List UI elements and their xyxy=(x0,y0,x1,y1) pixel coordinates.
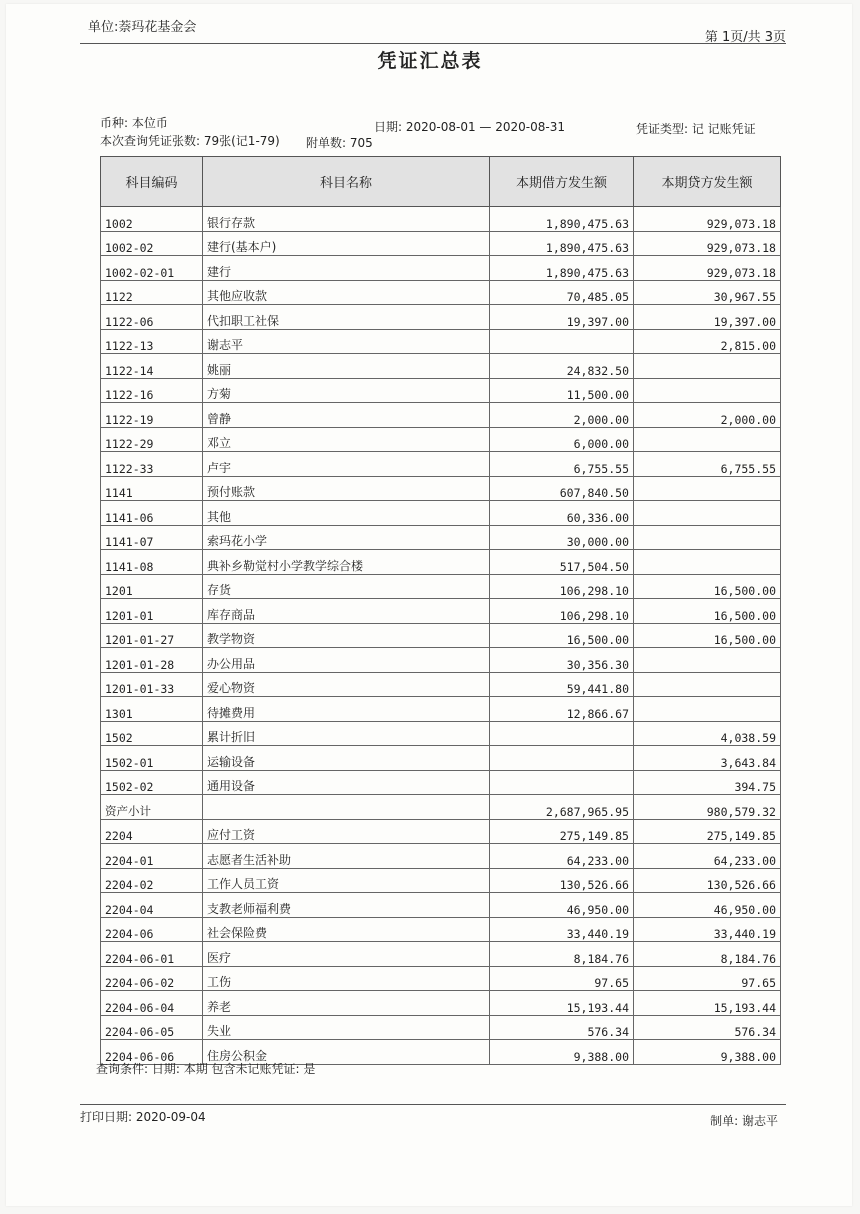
footer-divider xyxy=(80,1104,786,1105)
table-row xyxy=(101,525,781,550)
cell-code: 1141-08 xyxy=(101,550,203,575)
query-condition: 查询条件: 日期: 本期 包含未记账凭证: 是 xyxy=(96,1062,316,1076)
cell-name: 养老 xyxy=(203,991,490,1016)
cell-credit: 275,149.85 xyxy=(634,819,781,844)
cell-credit: 16,500.00 xyxy=(634,623,781,648)
cell-debit: 607,840.50 xyxy=(490,476,634,501)
cell-credit: 16,500.00 xyxy=(634,599,781,624)
cell-code: 1502 xyxy=(101,721,203,746)
cell-name: 通用设备 xyxy=(203,770,490,795)
cell-debit: 2,687,965.95 xyxy=(490,795,634,820)
cell-code: 2204-06-01 xyxy=(101,942,203,967)
cell-credit: 64,233.00 xyxy=(634,844,781,869)
cell-debit: 16,500.00 xyxy=(490,623,634,648)
cell-credit: 9,388.00 xyxy=(634,1040,781,1065)
cell-code: 2204 xyxy=(101,819,203,844)
cell-name: 代扣职工社保 xyxy=(203,305,490,330)
cell-debit: 60,336.00 xyxy=(490,501,634,526)
cell-code: 2204-02 xyxy=(101,868,203,893)
cell-code: 2204-01 xyxy=(101,844,203,869)
cell-name: 姚丽 xyxy=(203,354,490,379)
cell-code: 1201-01 xyxy=(101,599,203,624)
cell-credit xyxy=(634,525,781,550)
cell-name: 办公用品 xyxy=(203,648,490,673)
cell-name: 累计折旧 xyxy=(203,721,490,746)
cell-code: 1122-33 xyxy=(101,452,203,477)
cell-code: 1002-02 xyxy=(101,231,203,256)
cell-code: 1002-02-01 xyxy=(101,256,203,281)
voucher-type: 凭证类型: 记 记账凭证 xyxy=(636,122,756,136)
cell-debit xyxy=(490,329,634,354)
cell-name: 工伤 xyxy=(203,966,490,991)
cell-debit: 19,397.00 xyxy=(490,305,634,330)
cell-credit: 394.75 xyxy=(634,770,781,795)
unit-name: 单位:萘玛花基金会 xyxy=(88,20,197,35)
table-row xyxy=(101,256,781,281)
table-row xyxy=(101,966,781,991)
table-row xyxy=(101,844,781,869)
cell-debit: 275,149.85 xyxy=(490,819,634,844)
table-row xyxy=(101,942,781,967)
print-date: 打印日期: 2020-09-04 xyxy=(80,1110,206,1124)
cell-name: 方菊 xyxy=(203,378,490,403)
attachment-count: 附单数: 705 xyxy=(306,136,373,150)
cell-name: 爱心物资 xyxy=(203,672,490,697)
cell-name: 运输设备 xyxy=(203,746,490,771)
table-row xyxy=(101,599,781,624)
cell-debit: 46,950.00 xyxy=(490,893,634,918)
cell-credit: 46,950.00 xyxy=(634,893,781,918)
cell-code: 2204-06-04 xyxy=(101,991,203,1016)
table-row xyxy=(101,795,781,820)
table-row xyxy=(101,403,781,428)
cell-debit: 97.65 xyxy=(490,966,634,991)
cell-debit: 106,298.10 xyxy=(490,599,634,624)
column-header-debit: 本期借方发生额 xyxy=(490,157,634,207)
cell-code: 1301 xyxy=(101,697,203,722)
table-row xyxy=(101,893,781,918)
cell-code: 1141-07 xyxy=(101,525,203,550)
cell-credit: 929,073.18 xyxy=(634,207,781,232)
header-divider xyxy=(80,43,786,44)
cell-credit: 576.34 xyxy=(634,1015,781,1040)
cell-credit: 15,193.44 xyxy=(634,991,781,1016)
cell-name: 建行(基本户) xyxy=(203,231,490,256)
cell-credit xyxy=(634,427,781,452)
cell-code: 2204-06-06 xyxy=(101,1040,203,1065)
cell-code: 1201-01-28 xyxy=(101,648,203,673)
table-row xyxy=(101,819,781,844)
cell-name: 工作人员工资 xyxy=(203,868,490,893)
table-header-row xyxy=(101,157,781,207)
cell-credit xyxy=(634,550,781,575)
cell-name: 住房公积金 xyxy=(203,1040,490,1065)
cell-code: 1122 xyxy=(101,280,203,305)
column-header-code: 科目编码 xyxy=(101,157,203,207)
cell-debit: 1,890,475.63 xyxy=(490,256,634,281)
cell-name xyxy=(203,795,490,820)
cell-debit: 6,755.55 xyxy=(490,452,634,477)
table-row xyxy=(101,770,781,795)
cell-credit xyxy=(634,501,781,526)
cell-credit: 2,000.00 xyxy=(634,403,781,428)
cell-code: 资产小计 xyxy=(101,795,203,820)
cell-name: 医疗 xyxy=(203,942,490,967)
table-row xyxy=(101,697,781,722)
cell-code: 2204-04 xyxy=(101,893,203,918)
cell-name: 谢志平 xyxy=(203,329,490,354)
cell-credit: 980,579.32 xyxy=(634,795,781,820)
cell-debit: 12,866.67 xyxy=(490,697,634,722)
table-row xyxy=(101,207,781,232)
cell-name: 志愿者生活补助 xyxy=(203,844,490,869)
table-row xyxy=(101,574,781,599)
cell-credit: 130,526.66 xyxy=(634,868,781,893)
page-title: 凭证汇总表 xyxy=(377,50,483,72)
cell-debit: 2,000.00 xyxy=(490,403,634,428)
table-row xyxy=(101,868,781,893)
cell-debit: 30,000.00 xyxy=(490,525,634,550)
cell-name: 其他 xyxy=(203,501,490,526)
cell-credit: 6,755.55 xyxy=(634,452,781,477)
cell-debit: 1,890,475.63 xyxy=(490,207,634,232)
date-range: 日期: 2020-08-01 — 2020-08-31 xyxy=(374,120,565,134)
cell-code: 1141-06 xyxy=(101,501,203,526)
cell-credit: 3,643.84 xyxy=(634,746,781,771)
table-row xyxy=(101,550,781,575)
cell-credit xyxy=(634,378,781,403)
cell-code: 1122-16 xyxy=(101,378,203,403)
cell-name: 卢宇 xyxy=(203,452,490,477)
cell-name: 典补乡勒觉村小学教学综合楼 xyxy=(203,550,490,575)
cell-name: 待摊费用 xyxy=(203,697,490,722)
cell-credit: 2,815.00 xyxy=(634,329,781,354)
cell-debit: 33,440.19 xyxy=(490,917,634,942)
cell-credit xyxy=(634,476,781,501)
cell-code: 1201-01-33 xyxy=(101,672,203,697)
table-row xyxy=(101,452,781,477)
cell-credit xyxy=(634,697,781,722)
cell-debit: 70,485.05 xyxy=(490,280,634,305)
cell-debit: 8,184.76 xyxy=(490,942,634,967)
cell-credit xyxy=(634,672,781,697)
page-number: 第 1页/共 3页 xyxy=(704,30,786,45)
cell-debit: 576.34 xyxy=(490,1015,634,1040)
table-row xyxy=(101,378,781,403)
cell-name: 其他应收款 xyxy=(203,280,490,305)
cell-name: 预付账款 xyxy=(203,476,490,501)
currency-label: 币种: 本位币 xyxy=(100,116,168,130)
cell-credit: 8,184.76 xyxy=(634,942,781,967)
cell-name: 建行 xyxy=(203,256,490,281)
cell-credit: 30,967.55 xyxy=(634,280,781,305)
cell-debit: 9,388.00 xyxy=(490,1040,634,1065)
table-row xyxy=(101,746,781,771)
voucher-count: 本次查询凭证张数: 79张(记1-79) xyxy=(100,134,280,148)
table-row xyxy=(101,231,781,256)
cell-credit: 4,038.59 xyxy=(634,721,781,746)
cell-credit: 929,073.18 xyxy=(634,231,781,256)
cell-credit: 929,073.18 xyxy=(634,256,781,281)
cell-name: 教学物资 xyxy=(203,623,490,648)
cell-debit xyxy=(490,746,634,771)
cell-name: 银行存款 xyxy=(203,207,490,232)
cell-code: 1502-02 xyxy=(101,770,203,795)
cell-debit: 1,890,475.63 xyxy=(490,231,634,256)
cell-code: 1201 xyxy=(101,574,203,599)
table-row xyxy=(101,917,781,942)
cell-name: 库存商品 xyxy=(203,599,490,624)
cell-code: 1141 xyxy=(101,476,203,501)
cell-code: 1122-19 xyxy=(101,403,203,428)
table-row xyxy=(101,672,781,697)
cell-code: 1002 xyxy=(101,207,203,232)
voucher-summary-table xyxy=(100,156,781,1065)
cell-debit xyxy=(490,721,634,746)
column-header-name: 科目名称 xyxy=(203,157,490,207)
column-header-credit: 本期贷方发生额 xyxy=(634,157,781,207)
cell-debit: 106,298.10 xyxy=(490,574,634,599)
cell-code: 1502-01 xyxy=(101,746,203,771)
cell-code: 1122-13 xyxy=(101,329,203,354)
cell-credit: 97.65 xyxy=(634,966,781,991)
cell-debit: 130,526.66 xyxy=(490,868,634,893)
cell-code: 2204-06-02 xyxy=(101,966,203,991)
cell-name: 存货 xyxy=(203,574,490,599)
cell-debit: 11,500.00 xyxy=(490,378,634,403)
table-body xyxy=(101,207,781,1065)
cell-debit: 64,233.00 xyxy=(490,844,634,869)
cell-debit: 6,000.00 xyxy=(490,427,634,452)
cell-credit xyxy=(634,354,781,379)
table-row xyxy=(101,1015,781,1040)
cell-name: 曾静 xyxy=(203,403,490,428)
cell-name: 社会保险费 xyxy=(203,917,490,942)
table-row xyxy=(101,476,781,501)
cell-debit: 517,504.50 xyxy=(490,550,634,575)
table-row xyxy=(101,721,781,746)
cell-code: 1122-14 xyxy=(101,354,203,379)
cell-name: 应付工资 xyxy=(203,819,490,844)
cell-credit: 33,440.19 xyxy=(634,917,781,942)
cell-credit: 16,500.00 xyxy=(634,574,781,599)
table-row xyxy=(101,427,781,452)
cell-debit: 15,193.44 xyxy=(490,991,634,1016)
cell-name: 邓立 xyxy=(203,427,490,452)
cell-name: 失业 xyxy=(203,1015,490,1040)
cell-code: 1201-01-27 xyxy=(101,623,203,648)
cell-debit xyxy=(490,770,634,795)
table-row xyxy=(101,354,781,379)
table-row xyxy=(101,329,781,354)
cell-code: 1122-29 xyxy=(101,427,203,452)
cell-credit: 19,397.00 xyxy=(634,305,781,330)
table-row xyxy=(101,623,781,648)
cell-debit: 24,832.50 xyxy=(490,354,634,379)
maker-name: 制单: 谢志平 xyxy=(710,1114,778,1128)
cell-debit: 30,356.30 xyxy=(490,648,634,673)
cell-code: 2204-06-05 xyxy=(101,1015,203,1040)
cell-code: 2204-06 xyxy=(101,917,203,942)
cell-credit xyxy=(634,648,781,673)
cell-debit: 59,441.80 xyxy=(490,672,634,697)
table-row xyxy=(101,280,781,305)
table-row xyxy=(101,501,781,526)
cell-name: 索玛花小学 xyxy=(203,525,490,550)
cell-name: 支教老师福利费 xyxy=(203,893,490,918)
cell-code: 1122-06 xyxy=(101,305,203,330)
table-row xyxy=(101,305,781,330)
table-row xyxy=(101,991,781,1016)
table-row xyxy=(101,648,781,673)
